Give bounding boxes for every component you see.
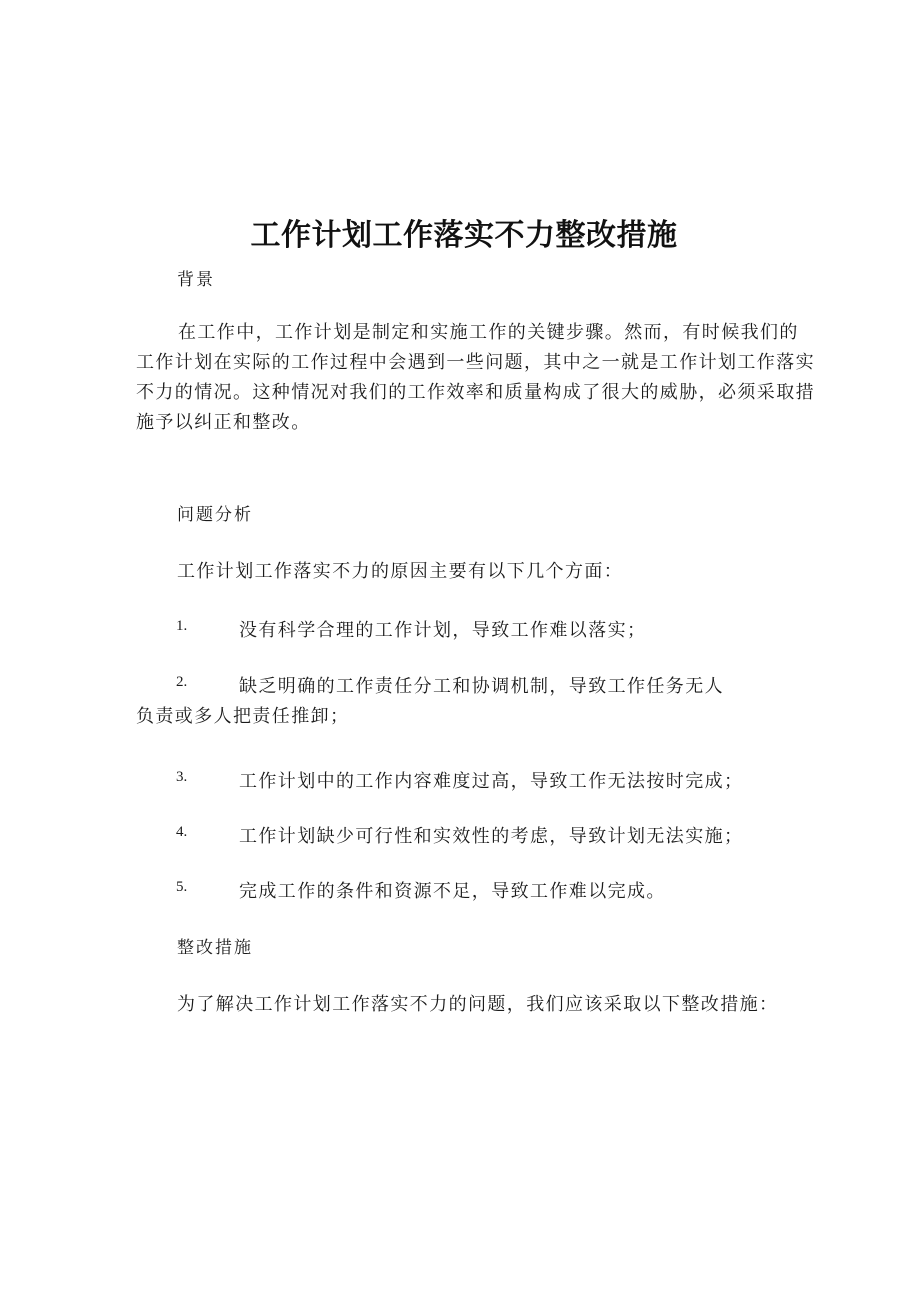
list-item-text: 完成工作的条件和资源不足，导致工作难以完成。 — [239, 881, 666, 902]
list-item-text: 缺乏明确的工作责任分工和协调机制，导致工作任务无人 — [239, 676, 724, 697]
measures-intro: 为了解决工作计划工作落实不力的问题，我们应该采取以下整改措施： — [177, 994, 779, 1015]
list-item-number: 2. — [176, 674, 188, 690]
list-item-number: 3. — [176, 769, 188, 785]
section-heading-analysis: 问题分析 — [177, 505, 253, 525]
list-item-text: 工作计划缺少可行性和实效性的考虑，导致计划无法实施； — [239, 826, 744, 847]
section-heading-measures: 整改措施 — [177, 938, 253, 958]
document-title: 工作计划工作落实不力整改措施 — [250, 218, 678, 253]
list-item-text: 没有科学合理的工作计划，导致工作难以落实； — [239, 620, 647, 641]
list-item-text: 工作计划中的工作内容难度过高，导致工作无法按时完成； — [239, 771, 744, 792]
background-paragraph: 在工作中，工作计划是制定和实施工作的关键步骤。然而，有时候我们的工作计划在实际的工作过程中会遇到一些问题，其中之一就是工作计划工作落实不力的情况。这种情况对我们的工作效率和质量构成了很大的威胁，必须采取措施予以纠正和整改。 — [136, 322, 815, 433]
section-heading-background: 背景 — [177, 270, 215, 290]
analysis-intro: 工作计划工作落实不力的原因主要有以下几个方面： — [177, 561, 624, 582]
list-item-number: 1. — [176, 618, 188, 634]
list-item-number: 5. — [176, 879, 188, 895]
list-item-number: 4. — [176, 824, 188, 840]
list-item-text-continued: 负责或多人把责任推卸； — [136, 706, 350, 727]
